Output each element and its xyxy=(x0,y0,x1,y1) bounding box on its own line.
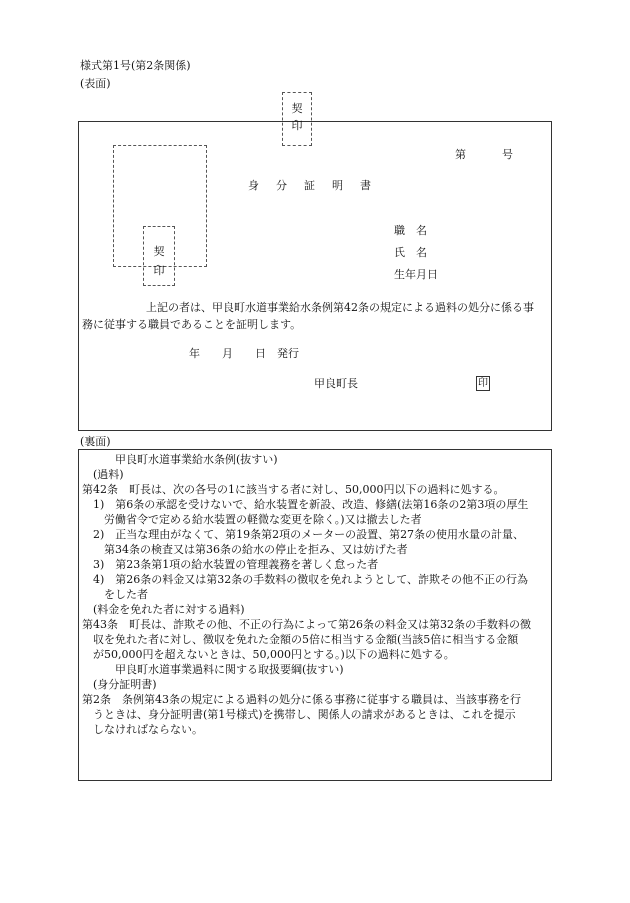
issue-date: 年 月 日 発行 xyxy=(189,347,299,360)
back-line: うときは、身分証明書(第1号様式)を携帯し、関係人の請求があるときは、これを提示 xyxy=(82,708,516,721)
official-seal: 印 xyxy=(478,378,488,389)
field-position: 職 名 xyxy=(394,224,427,237)
back-line: 第43条 町長は、詐欺その他、不正の行為によって第26条の料金又は第32条の手数料の徴 xyxy=(82,618,531,631)
tally-seal-photo-char2: 印 xyxy=(153,264,165,277)
form-title: 様式第1号(第2条関係) xyxy=(80,59,191,72)
back-line: しなければならない。 xyxy=(82,723,203,736)
statement-line-2: 務に従事する職員であることを証明します。 xyxy=(82,318,302,331)
back-line: 2) 正当な理由がなくて、第19条第2項のメーターの設置、第27条の使用水量の計量、 xyxy=(82,528,525,541)
back-line: 1) 第6条の承認を受けないで、給水装置を新設、改造、修繕(法第16条の2第3項の厚生 xyxy=(82,498,529,511)
back-line: 甲良町水道事業給水条例(抜すい) xyxy=(82,453,278,466)
number-dai: 第 xyxy=(455,148,466,161)
tally-seal-top xyxy=(282,92,312,146)
back-line: 4) 第26条の料金又は第32条の手数料の徴収を免れようとして、詐欺その他不正の行為 xyxy=(82,573,529,586)
number-go: 号 xyxy=(502,148,513,161)
field-name: 氏 名 xyxy=(394,246,427,259)
tally-seal-photo-char1: 契 xyxy=(153,245,165,258)
doc-title: 身 分 証 明 書 xyxy=(248,179,374,192)
back-line: 労働省令で定める給水装置の軽微な変更を除く。)又は撤去した者 xyxy=(82,513,422,526)
front-label: (表面) xyxy=(80,77,111,90)
issuer: 甲良町長 xyxy=(314,377,358,390)
back-line: 収を免れた者に対し、徴収を免れた金額の5倍に相当する金額(当該5倍に相当する金額 xyxy=(82,633,519,646)
tally-seal-top-char1: 契 xyxy=(291,102,303,115)
back-line: (料金を免れた者に対する過料) xyxy=(82,603,245,616)
back-line: 第42条 町長は、次の各号の1に該当する者に対し、50,000円以下の過料に処する。 xyxy=(82,483,505,496)
back-line: 第34条の検査又は第36条の給水の停止を拒み、又は妨げた者 xyxy=(82,543,408,556)
back-line: 第2条 条例第43条の規定による過料の処分に係る事務に従事する職員は、当該事務を行 xyxy=(82,693,521,706)
back-line: 3) 第23条第1項の給水装置の管理義務を著しく怠った者 xyxy=(82,558,379,571)
back-line: が50,000円を超えないときは、50,000円とする。)以下の過料に処する。 xyxy=(82,648,455,661)
tally-seal-top-char2: 印 xyxy=(291,119,303,132)
back-line: をした者 xyxy=(82,588,148,601)
back-line: (身分証明書) xyxy=(82,678,157,691)
tally-seal-photo xyxy=(143,226,175,286)
back-line: 甲良町水道事業過料に関する取扱要綱(抜すい) xyxy=(82,663,344,676)
back-label: (裏面) xyxy=(80,435,111,448)
field-birthdate: 生年月日 xyxy=(394,268,438,281)
statement-line-1: 上記の者は、甲良町水道事業給水条例第42条の規定による過料の処分に係る事 xyxy=(146,301,534,314)
back-line: (過料) xyxy=(82,468,124,481)
